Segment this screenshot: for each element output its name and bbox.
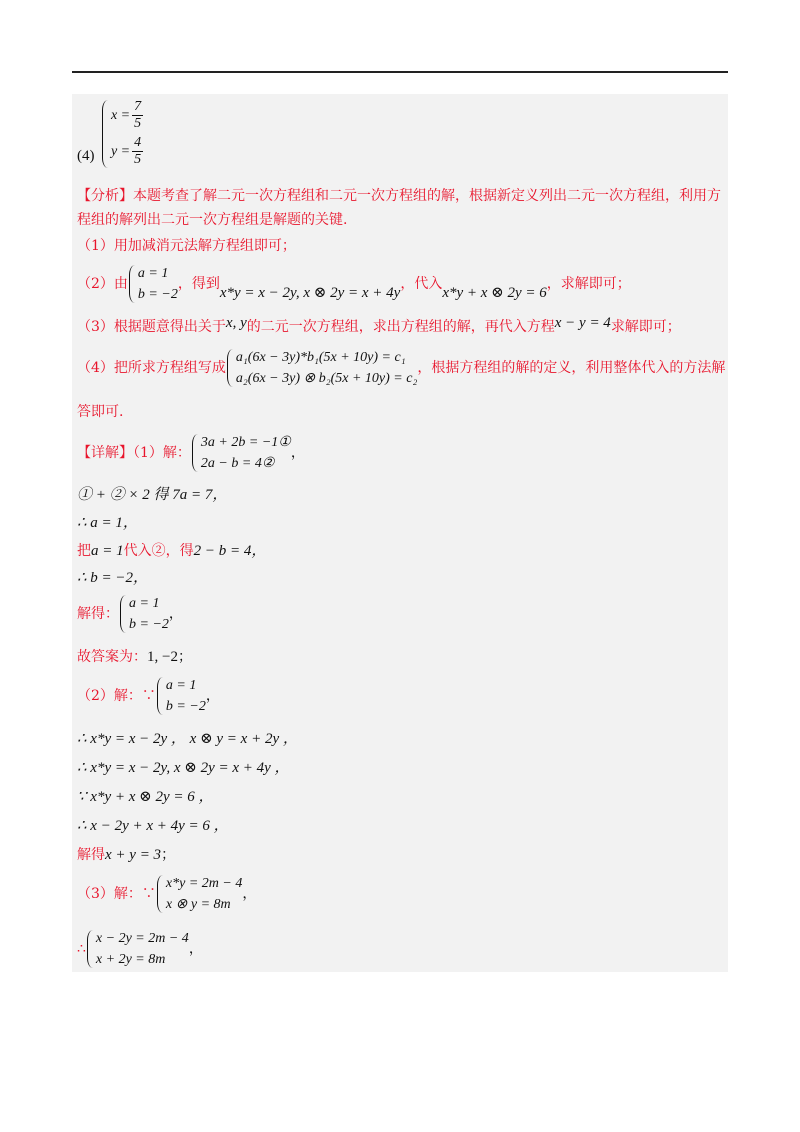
y-denominator: 5 <box>134 152 142 168</box>
item3-eq: x − y = 4 <box>554 315 611 331</box>
step-3-pre: 把 <box>77 543 91 559</box>
t-line-5 <box>77 846 175 864</box>
step-5-sys-row-2: b = −2 <box>129 617 169 632</box>
p3-sys-row-2: x ⊗ y = 8m <box>165 897 231 912</box>
item2-system <box>128 263 178 305</box>
item2-expr: x*y = x − 2y, x ⊗ 2y = x + 4y <box>219 285 401 301</box>
item2-mid: ，得到 <box>177 276 220 292</box>
analysis-item-2 <box>77 263 631 305</box>
t-line-2 <box>77 759 290 777</box>
header-rule <box>72 71 728 73</box>
p2-system <box>156 675 206 717</box>
step-5-sys-row-1: a = 1 <box>129 596 160 611</box>
item4-system <box>226 347 417 389</box>
u-end: ， <box>188 941 203 957</box>
t-line-2-text: ∴ x*y = x − 2y, x ⊗ 2y = x + 4y ， <box>77 760 290 776</box>
part4-answer <box>77 98 143 170</box>
t-line-5-end: ； <box>161 847 176 863</box>
step-6 <box>77 648 192 666</box>
item4-end: ，根据方程组的解的定义，利用整体代入的方法解 <box>417 360 726 376</box>
item4-sys-row-1: a₁(6x − 3y)*b₁(5x + 10y) = c₁ <box>235 350 406 365</box>
p2-sys-row-1: a = 1 <box>165 678 197 693</box>
t-line-5-eq: x + y = 3 <box>105 847 162 863</box>
t-line-1-text: ∴ x*y = x − 2y ， x ⊗ y = x + 2y ， <box>77 731 298 747</box>
y-lhs: y = <box>110 144 131 159</box>
analysis-line-1 <box>77 187 721 205</box>
t-line-1 <box>77 730 298 748</box>
p1-system <box>191 432 291 474</box>
item3-pre: （3）根据题意得出关于 <box>77 319 226 335</box>
step-5-end: ， <box>168 606 183 622</box>
t-line-3-text: ∵ x*y + x ⊗ 2y = 6 ， <box>77 789 214 805</box>
u-system <box>86 928 189 970</box>
t-line-4-text: ∴ x − 2y + x + 4y = 6 ， <box>77 818 229 834</box>
item2-sys-row-1: a = 1 <box>137 266 169 281</box>
analysis-item-1 <box>77 237 296 255</box>
item2-end: ，求解即可； <box>546 276 631 292</box>
part4-label: (4) <box>77 148 95 164</box>
item3-end: 求解即可； <box>610 319 681 335</box>
y-numerator: 4 <box>134 135 142 151</box>
step-4 <box>77 569 148 587</box>
analysis-item-4-cont <box>77 403 123 421</box>
detail-part3 <box>77 873 256 915</box>
t-line-4 <box>77 817 229 835</box>
step-3-eq: a = 1 <box>91 543 124 559</box>
item3-mid: 的二元一次方程组，求出方程组的解，再代入方程 <box>246 319 555 335</box>
step-2-text: ∴ a = 1， <box>77 515 138 531</box>
item4-cont: 答即可. <box>77 404 124 420</box>
item1-text: （1）用加减消元法解方程组即可； <box>77 238 296 254</box>
detail-tag: 【详解】 <box>77 445 133 461</box>
u-line <box>77 928 203 970</box>
step-6-val: 1, −2 <box>147 649 178 665</box>
step-5-pre: 解得： <box>77 606 119 622</box>
x-numerator: 7 <box>134 99 142 115</box>
u-sys-row-2: x + 2y = 8m <box>95 952 166 967</box>
p1-sys-row-2: 2a − b = 4② <box>200 456 275 471</box>
analysis-text-1: 本题考查了解二元一次方程组和二元一次方程组的解，根据新定义列出二元一次方程组，利用方 <box>133 188 721 204</box>
step-6-pre: 故答案为： <box>77 649 147 665</box>
step-1 <box>77 486 227 504</box>
analysis-item-3 <box>77 315 681 336</box>
step-6-end: ； <box>177 649 192 665</box>
p2-sys-row-2: b = −2 <box>165 699 206 714</box>
p3-sys-row-1: x*y = 2m − 4 <box>165 876 243 891</box>
p2-end: ， <box>205 688 220 704</box>
t-line-3 <box>77 788 214 806</box>
step-5 <box>77 593 183 635</box>
item2-expr2: x*y + x ⊗ 2y = 6 <box>442 285 547 301</box>
analysis-text-2: 程组的解列出二元一次方程组是解题的关键. <box>77 212 348 228</box>
item4-pre: （4）把所求方程组写成 <box>77 360 226 376</box>
x-denominator: 5 <box>134 116 142 132</box>
step-2 <box>77 514 138 532</box>
item3-vars: x, y <box>225 315 247 331</box>
p1-sys-row-1: 3a + 2b = −1① <box>200 435 291 450</box>
item2-mid2: ，代入 <box>400 276 443 292</box>
analysis-line-2 <box>77 211 347 229</box>
p1-end: ， <box>290 445 305 461</box>
detail-part1 <box>77 432 305 474</box>
item2-pre: （2）由 <box>77 276 128 292</box>
p3-system <box>156 873 242 915</box>
step-3-mid: 代入②，得 <box>123 543 194 559</box>
p1-pre: （1）解： <box>133 445 191 461</box>
item2-sys-row-2: b = −2 <box>137 287 178 302</box>
step-1-text: ① + ② × 2 得 7a = 7， <box>77 487 228 503</box>
step-4-text: ∴ b = −2， <box>77 570 149 586</box>
u-pre: ∴ <box>77 941 86 957</box>
t-line-5-pre: 解得 <box>77 847 105 863</box>
item4-sys-row-2: a₂(6x − 3y) ⊗ b₂(5x + 10y) = c₂ <box>235 371 418 386</box>
detail-part2 <box>77 675 220 717</box>
step-3 <box>77 542 266 560</box>
x-lhs: x = <box>110 108 131 123</box>
p3-pre: （3）解：∵ <box>77 886 156 902</box>
step-3-eq2: 2 − b = 4， <box>193 543 267 559</box>
p2-pre: （2）解：∵ <box>77 688 156 704</box>
analysis-tag: 【分析】 <box>77 188 133 204</box>
step-5-system <box>119 593 169 635</box>
analysis-item-4 <box>77 347 725 389</box>
p3-end: ， <box>242 886 257 902</box>
u-sys-row-1: x − 2y = 2m − 4 <box>95 931 189 946</box>
part4-system <box>101 98 143 170</box>
